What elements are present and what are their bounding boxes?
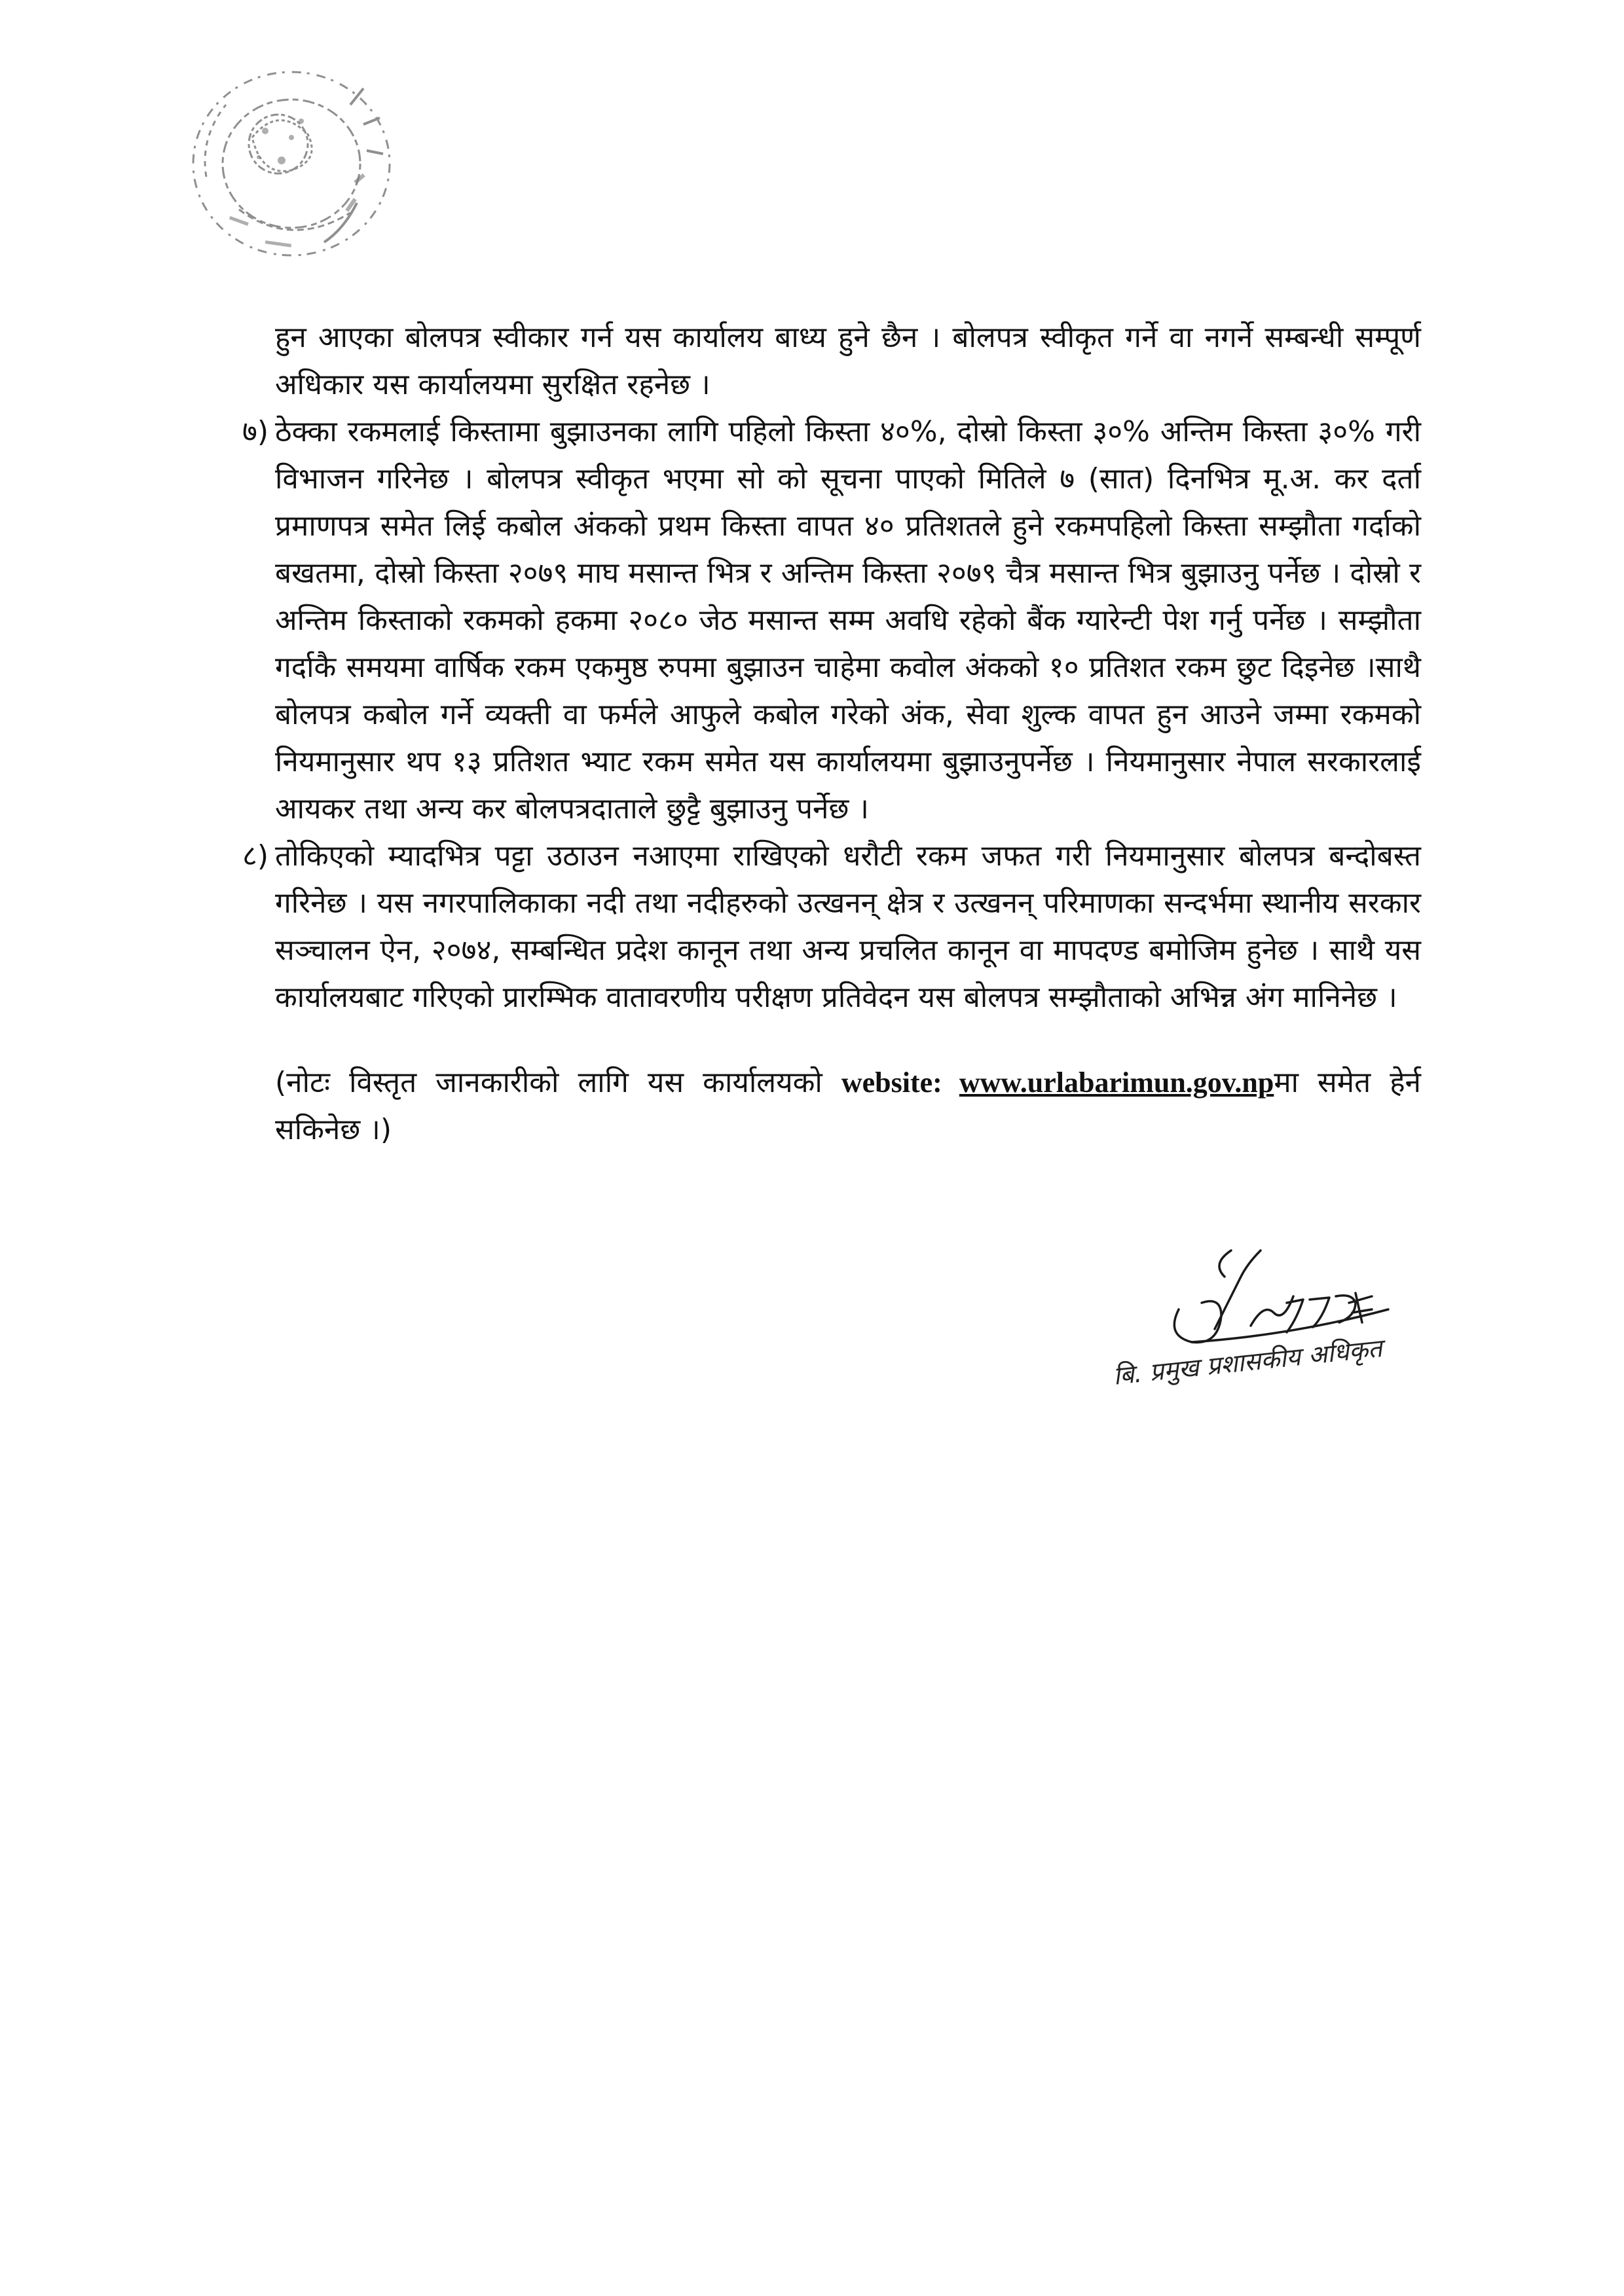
clause-7-number: ७) [242,415,268,448]
note-suffix: मा समेत हेर्न सकिनेछ ।) [275,1066,1421,1146]
clause-7-text: ठेक्का रकमलाई किस्तामा बुझाउनका लागि पहिलो किस्ता ४०%, दोस्रो किस्ता ३०% अन्तिम किस्ता ३०% गरी विभाजन गरिनेछ । बोलपत्र स्वीकृत भएमा सो को सूचना पाएको मितिले ७ (सात) दिनभित्र मू.अ. कर दर्ता प्रमाणपत्र समेत लिई कबोल अंकको प्रथम किस्ता वापत ४० प्रतिशतले हुने रकमपहिलो किस्ता सम्झौता गर्दाको बखतमा, दोस्रो किस्ता २०७९ माघ मसान्त भित्र र अन्तिम किस्ता २०७९ चैत्र मसान्त भित्र बुझाउनु पर्नेछ । दोस्रो र अन्तिम किस्ताको रकमको हकमा २०८० जेठ मसान्त सम्म अवधि रहेको बैंक ग्यारेन्टी पेश गर्नु पर्नेछ । सम्झौता गर्दाकै समयमा वार्षिक रकम एकमुष्ठ रुपमा बुझाउन चाहेमा कवोल अंकको १० प्रतिशत रकम छुट दिइनेछ ।साथै बोलपत्र कबोल गर्ने व्यक्ती वा फर्मले आफुले कबोल गरेको अंक, सेवा शुल्क वापत हुन आउने जम्मा रकमको नियमानुसार थप १३ प्रतिशत भ्याट रकम समेत यस कार्यालयमा बुझाउनुपर्नेछ । नियमानुसार नेपाल सरकारलाई आयकर तथा अन्य कर बोलपत्रदाताले छुट्टै बुझाउनु पर्नेछ । [275,415,1421,826]
note-paragraph [203,1059,1421,1154]
note-prefix: (नोटः विस्तृत जानकारीको लागि यस कार्यालयको [275,1066,841,1099]
note-website-label: website: [841,1066,959,1099]
document-body [203,314,1421,1182]
clause-8-text: तोकिएको म्यादभित्र पट्टा उठाउन नआएमा राखिएको धरौटी रकम जफत गरी नियमानुसार बोलपत्र बन्दोबस्त गरिनेछ । यस नगरपालिकाका नदी तथा नदीहरुको उत्खनन् क्षेत्र र उत्खनन् परिमाणका सन्दर्भमा स्थानीय सरकार सञ्चालन ऐन, २०७४, सम्बन्धित प्रदेश कानून तथा अन्य प्रचलित कानून वा मापदण्ड बमोजिम हुनेछ । साथै यस कार्यालयबाट गरिएको प्रारम्भिक वातावरणीय परीक्षण प्रतिवेदन यस बोलपत्र सम्झौताको अभिन्न अंग मानिनेछ । [275,839,1421,1014]
clause-7 [203,409,1421,833]
clause-8 [203,833,1421,1021]
signatory-designation: बि. प्रमुख प्रशासकीय अधिकृत [1111,1334,1384,1391]
website-link[interactable]: www.urlabarimun.gov.np [959,1066,1274,1099]
intro-paragraph [203,314,1421,409]
intro-text: हुन आएका बोलपत्र स्वीकार गर्न यस कार्यालय बाध्य हुने छैन । बोलपत्र स्वीकृत गर्ने वा नगर्ने सम्बन्धी सम्पूर्ण अधिकार यस कार्यालयमा सुरक्षित रहनेछ । [275,321,1421,401]
clause-8-number: ८) [242,839,268,873]
office-seal-stamp [167,46,416,295]
